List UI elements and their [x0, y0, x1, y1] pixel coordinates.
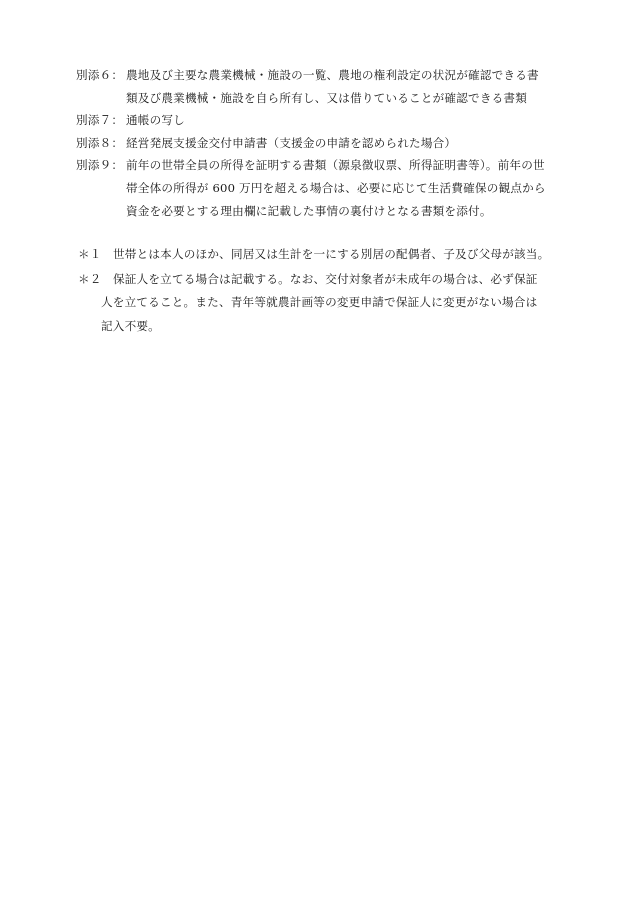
footnote-text-line: 保証人を立てる場合は記載する。なお、交付対象者が未成年の場合は、必ず保証	[113, 272, 538, 286]
footnote-mark: ＊１	[78, 247, 102, 261]
attachment-text-line: 類及び農業機械・施設を自ら所有し、又は借りていることが確認できる書類	[126, 91, 527, 105]
attachment-text-line: 帯全体の所得が 600 万円を超える場合は、必要に応じて生活費確保の観点から	[126, 181, 546, 195]
attachment-label: 別添７：	[76, 113, 124, 127]
footnote-text-line: 人を立てること。また、青年等就農計画等の変更申請で保証人に変更がない場合は	[101, 295, 538, 309]
attachment-text-line: 通帳の写し	[126, 113, 185, 127]
attachment-label: 別添９：	[76, 158, 124, 172]
attachment-text-line: 前年の世帯全員の所得を証明する書類（源泉徴収票、所得証明書等）。前年の世	[126, 158, 545, 172]
footnote-text-line: 記入不要。	[101, 319, 160, 333]
attachment-text-line: 経営発展支援金交付申請書（支援金の申請を認められた場合）	[126, 136, 457, 150]
footnote-mark: ＊２	[78, 272, 102, 286]
footnote-text-line: 世帯とは本人のほか、同居又は生計を一にする別居の配偶者、子及び父母が該当。	[113, 247, 550, 261]
attachment-label: 別添６：	[76, 68, 124, 82]
attachment-label: 別添８：	[76, 136, 124, 150]
attachment-text-line: 資金を必要とする理由欄に記載した事情の裏付けとなる書類を添付。	[126, 204, 492, 218]
attachment-text-line: 農地及び主要な農業機械・施設の一覧、農地の権利設定の状況が確認できる書	[126, 68, 539, 82]
